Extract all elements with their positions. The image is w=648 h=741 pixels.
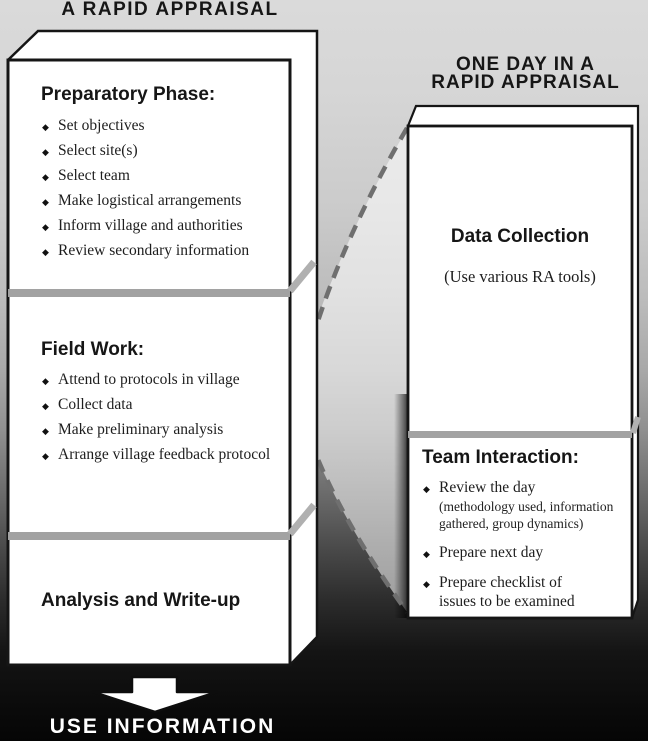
list-item: ◆ Review secondary information	[41, 241, 276, 260]
right-title-line2: RAPID APPRAISAL	[431, 72, 620, 93]
diamond-bullet-icon	[42, 116, 49, 137]
field-work-heading: Field Work:	[41, 339, 145, 360]
diamond-bullet-icon	[42, 445, 49, 466]
diamond-bullet-icon	[42, 191, 49, 212]
list-item: ◆ Set objectives	[41, 116, 276, 135]
preparatory-phase-heading: Preparatory Phase:	[41, 84, 216, 105]
diamond-bullet-icon	[423, 478, 430, 499]
data-collection-subheading: (Use various RA tools)	[444, 267, 596, 286]
list-item: ◆ Prepare next day	[422, 543, 637, 562]
right-title-line1: ONE DAY IN A	[455, 54, 596, 75]
left-box-divider-1	[8, 289, 290, 297]
diamond-bullet-icon	[42, 141, 49, 162]
down-arrow-icon	[93, 677, 217, 712]
diamond-bullet-icon	[42, 370, 49, 391]
preparatory-phase-list	[41, 116, 276, 266]
team-interaction-heading: Team Interaction:	[422, 447, 579, 468]
diamond-bullet-icon	[42, 216, 49, 237]
diamond-bullet-icon	[42, 241, 49, 262]
diamond-bullet-icon	[42, 420, 49, 441]
list-item: ◆ Collect data	[41, 395, 276, 414]
list-item: ◆ Review the day (methodology used, information gathered, group dynamics)	[422, 478, 637, 532]
diamond-bullet-icon	[423, 543, 430, 564]
review-day-note: (methodology used, information gathered, group dynamics)	[439, 499, 614, 531]
use-information-label: USE INFORMATION	[49, 715, 276, 738]
right-box-divider	[408, 431, 632, 438]
list-item: ◆ Arrange village feedback protocol	[41, 445, 276, 464]
left-diagram-title: A RAPID APPRAISAL	[61, 0, 279, 20]
list-item: ◆ Make logistical arrangements	[41, 191, 276, 210]
list-item: ◆ Prepare checklist of issues to be examined	[422, 573, 637, 611]
list-item: ◆ Attend to protocols in village	[41, 370, 276, 389]
list-item: ◆ Make preliminary analysis	[41, 420, 276, 439]
list-item: ◆ Inform village and authorities	[41, 216, 276, 235]
left-box-divider-2	[8, 532, 290, 540]
diamond-bullet-icon	[423, 573, 430, 594]
list-item: ◆ Select site(s)	[41, 141, 276, 160]
analysis-writeup-heading: Analysis and Write-up	[41, 590, 241, 611]
diamond-bullet-icon	[42, 166, 49, 187]
right-box-edge-shadow	[394, 394, 408, 618]
data-collection-heading: Data Collection	[450, 226, 590, 247]
list-item: ◆ Select team	[41, 166, 276, 185]
right-diagram-title	[408, 56, 643, 92]
field-work-list	[41, 370, 276, 470]
team-interaction-list	[422, 478, 637, 622]
diamond-bullet-icon	[42, 395, 49, 416]
